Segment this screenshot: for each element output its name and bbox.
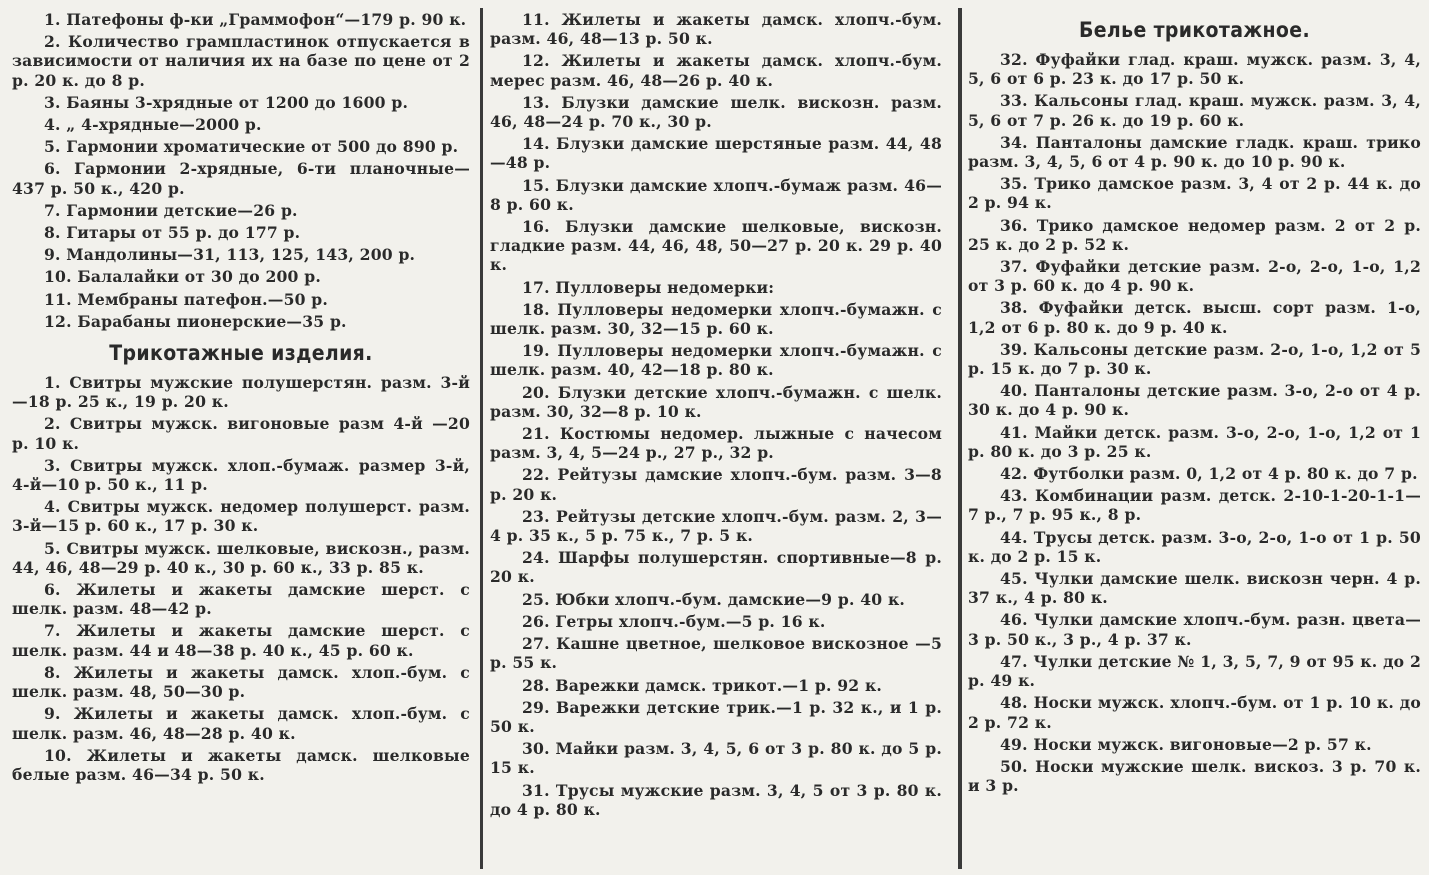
- price-list-item: 24. Шарфы полушерстян. спортивные—8 р. 20 к.: [490, 548, 942, 587]
- column-1-items: [12, 10, 470, 331]
- price-list-item: 9. Мандолины—31, 113, 125, 143, 200 р.: [44, 245, 416, 265]
- column-2-items: [490, 10, 942, 819]
- price-list-item: 48. Носки мужск. хлопч.-бум. от 1 р. 10 к. до 2 р. 72 к.: [968, 693, 1421, 732]
- column-1-knitwear-items: [12, 373, 470, 784]
- price-list-item: 22. Рейтузы дамские хлопч.-бум. разм. 3—8 р. 20 к.: [490, 465, 942, 504]
- column-3-items: [968, 50, 1421, 795]
- price-list-item: 19. Пулловеры недомерки хлопч.-бумажн. с шелк. разм. 40, 42—18 р. 80 к.: [490, 341, 942, 380]
- price-list-item: 18. Пулловеры недомерки хлопч.-бумажн. с шелк. разм. 30, 32—15 р. 60 к.: [490, 299, 942, 339]
- price-list-item: 41. Майки детск. разм. 3-о, 2-о, 1-о, 1,2 от 1 р. 80 к. до 3 р. 25 к.: [968, 422, 1421, 461]
- price-list-item: 30. Майки разм. 3, 4, 5, 6 от 3 р. 80 к. до 5 р. 15 к.: [490, 739, 942, 778]
- price-list-item: 32. Фуфайки глад. краш. мужск. разм. 3, 4, 5, 6 от 6 р. 23 к. до 17 р. 50 к.: [968, 50, 1421, 89]
- price-list-item: 14. Блузки дамские шерстяные разм. 44, 48—48 р.: [490, 134, 942, 173]
- price-list-item: 16. Блузки дамские шелковые, вискозн. гладкие разм. 44, 46, 48, 50—27 р. 20 к. 29 р. 40 к.: [490, 217, 942, 275]
- price-list-item: 2. Количество грампластинок отпускается в зависимости от наличия их на базе по цене от 2 р. 20 к. до 8 р.: [12, 32, 470, 90]
- price-list-item: 10. Жилеты и жакеты дамск. шелковые белые разм. 46—34 р. 50 к.: [12, 745, 470, 784]
- price-list-item: 11. Жилеты и жакеты дамск. хлопч.-бум. разм. 46, 48—13 р. 50 к.: [490, 10, 942, 49]
- price-list-item: 4. Свитры мужск. недомер полушерст. разм. 3-й—15 р. 60 к., 17 р. 30 к.: [12, 497, 470, 536]
- column-1: [12, 10, 470, 787]
- price-list-item: 47. Чулки детские № 1, 3, 5, 7, 9 от 95 к. до 2 р. 49 к.: [968, 651, 1421, 691]
- price-list-item: 5. Свитры мужск. шелковые, вискозн., разм. 44, 46, 48—29 р. 40 к., 30 р. 60 к., 33 р. 85 к.: [12, 538, 470, 577]
- price-list-item: 13. Блузки дамские шелк. вискозн. разм. 46, 48—24 р. 70 к., 30 р.: [490, 92, 942, 132]
- price-list-item: 6. Гармонии 2-хрядные, 6-ти планочные—437 р. 50 к., 420 р.: [12, 159, 470, 198]
- price-list-item: 23. Рейтузы детские хлопч.-бум. разм. 2, 3—4 р. 35 к., 5 р. 75 к., 7 р. 5 к.: [490, 506, 942, 546]
- price-list-item: 6. Жилеты и жакеты дамские шерст. с шелк. разм. 48—42 р.: [12, 580, 470, 619]
- price-list-item: 45. Чулки дамские шелк. вискозн черн. 4 р. 37 к., 4 р. 80 к.: [968, 569, 1421, 608]
- column-3: [968, 16, 1421, 798]
- price-list-item: 12. Жилеты и жакеты дамск. хлопч.-бум. мерес разм. 46, 48—26 р. 40 к.: [490, 51, 942, 90]
- column-2: [490, 10, 942, 822]
- price-list-item: 29. Варежки детские трик.—1 р. 32 к., и 1 р. 50 к.: [490, 697, 942, 736]
- price-list-item: 2. Свитры мужск. вигоновые разм 4-й —20 р. 10 к.: [12, 414, 470, 453]
- price-list-item: 1. Патефоны ф-ки „Граммофон“—179 р. 90 к.: [44, 10, 467, 29]
- price-list-item: 7. Гармонии детские—26 р.: [44, 200, 298, 220]
- section-heading-knitwear: Трикотажные изделия.: [109, 341, 373, 366]
- price-list-item: 37. Фуфайки детские разм. 2-о, 2-о, 1-о, 1,2 от 3 р. 60 к. до 4 р. 90 к.: [968, 257, 1421, 296]
- price-list-item: 36. Трико дамское недомер разм. 2 от 2 р. 25 к. до 2 р. 52 к.: [968, 215, 1421, 254]
- price-list-item: 39. Кальсоны детские разм. 2-о, 1-о, 1,2 от 5 р. 15 к. до 7 р. 30 к.: [968, 339, 1421, 379]
- price-list-item: 3. Свитры мужск. хлоп.-бумаж. размер 3-й, 4-й—10 р. 50 к., 11 р.: [12, 455, 470, 495]
- price-list-item: 27. Кашне цветное, шелковое вискозное —5 р. 55 к.: [490, 634, 942, 673]
- price-list-item: 4. „ 4-хрядные—2000 р.: [44, 115, 262, 135]
- price-list-item: 5. Гармонии хроматические от 500 до 890 р.: [44, 137, 459, 157]
- price-list-item: 38. Фуфайки детск. высш. сорт разм. 1-о, 1,2 от 6 р. 80 к. до 9 р. 40 к.: [968, 298, 1421, 337]
- price-list-item: 49. Носки мужск. вигоновые—2 р. 57 к.: [1000, 734, 1372, 754]
- price-list-item: 28. Варежки дамск. трикот.—1 р. 92 к.: [522, 675, 883, 695]
- price-list-item: 3. Баяны 3-хрядные от 1200 до 1600 р.: [44, 92, 409, 112]
- section-heading-underwear: Белье трикотажное.: [1078, 18, 1310, 42]
- price-list-item: 10. Балалайки от 30 до 200 р.: [44, 267, 321, 287]
- price-list-item: 11. Мембраны патефон.—50 р.: [44, 289, 329, 309]
- price-list-item: 42. Футболки разм. 0, 1,2 от 4 р. 80 к. до 7 р.: [1000, 464, 1418, 484]
- price-list-item: 33. Кальсоны глад. краш. мужск. разм. 3, 4, 5, 6 от 7 р. 26 к. до 19 р. 60 к.: [968, 91, 1421, 130]
- column-divider-1: [480, 8, 483, 869]
- price-list-item: 46. Чулки дамские хлопч.-бум. разн. цвета—3 р. 50 к., 3 р., 4 р. 37 к.: [968, 610, 1421, 649]
- price-list-item: 40. Панталоны детские разм. 3-о, 2-о от 4 р. 30 к. до 4 р. 90 к.: [968, 381, 1421, 420]
- price-list-item: 20. Блузки детские хлопч.-бумажн. с шелк. разм. 30, 32—8 р. 10 к.: [490, 382, 942, 421]
- price-list-item: 12. Барабаны пионерские—35 р.: [44, 311, 347, 331]
- price-list-item: 9. Жилеты и жакеты дамск. хлоп.-бум. с шелк. разм. 46, 48—28 р. 40 к.: [12, 704, 470, 743]
- price-list-item: 31. Трусы мужские разм. 3, 4, 5 от 3 р. 80 к. до 4 р. 80 к.: [490, 780, 942, 819]
- price-list-item: 25. Юбки хлопч.-бум. дамские—9 р. 40 к.: [522, 589, 906, 609]
- price-list-item: 15. Блузки дамские хлопч.-бумаж разм. 46—8 р. 60 к.: [490, 175, 942, 214]
- price-list-item: 50. Носки мужские шелк. вискоз. 3 р. 70 к. и 3 р.: [968, 756, 1421, 796]
- price-list-item: 35. Трико дамское разм. 3, 4 от 2 р. 44 к. до 2 р. 94 к.: [968, 174, 1421, 213]
- price-list-item: 7. Жилеты и жакеты дамские шерст. с шелк. разм. 44 и 48—38 р. 40 к., 45 р. 60 к.: [12, 621, 470, 660]
- column-divider-2: [958, 8, 962, 869]
- price-list-item: 17. Пулловеры недомерки:: [522, 277, 775, 297]
- price-list-item: 34. Панталоны дамские гладк. краш. трико разм. 3, 4, 5, 6 от 4 р. 90 к. до 10 р. 90 к.: [968, 132, 1421, 172]
- price-list-item: 8. Жилеты и жакеты дамск. хлоп.-бум. с шелк. разм. 48, 50—30 р.: [12, 662, 470, 702]
- price-list-item: 44. Трусы детск. разм. 3-о, 2-о, 1-о от 1 р. 50 к. до 2 р. 15 к.: [968, 527, 1421, 566]
- price-list-item: 1. Свитры мужские полушерстян. разм. 3-й—18 р. 25 к., 19 р. 20 к.: [12, 373, 470, 412]
- price-list-item: 43. Комбинации разм. детск. 2-10-1-20-1-1— 7 р., 7 р. 95 к., 8 р.: [968, 486, 1421, 525]
- price-list-item: 26. Гетры хлопч.-бум.—5 р. 16 к.: [522, 611, 826, 631]
- price-list-item: 21. Костюмы недомер. лыжные с начесом разм. 3, 4, 5—24 р., 27 р., 32 р.: [490, 424, 942, 463]
- price-list-item: 8. Гитары от 55 р. до 177 р.: [44, 223, 301, 243]
